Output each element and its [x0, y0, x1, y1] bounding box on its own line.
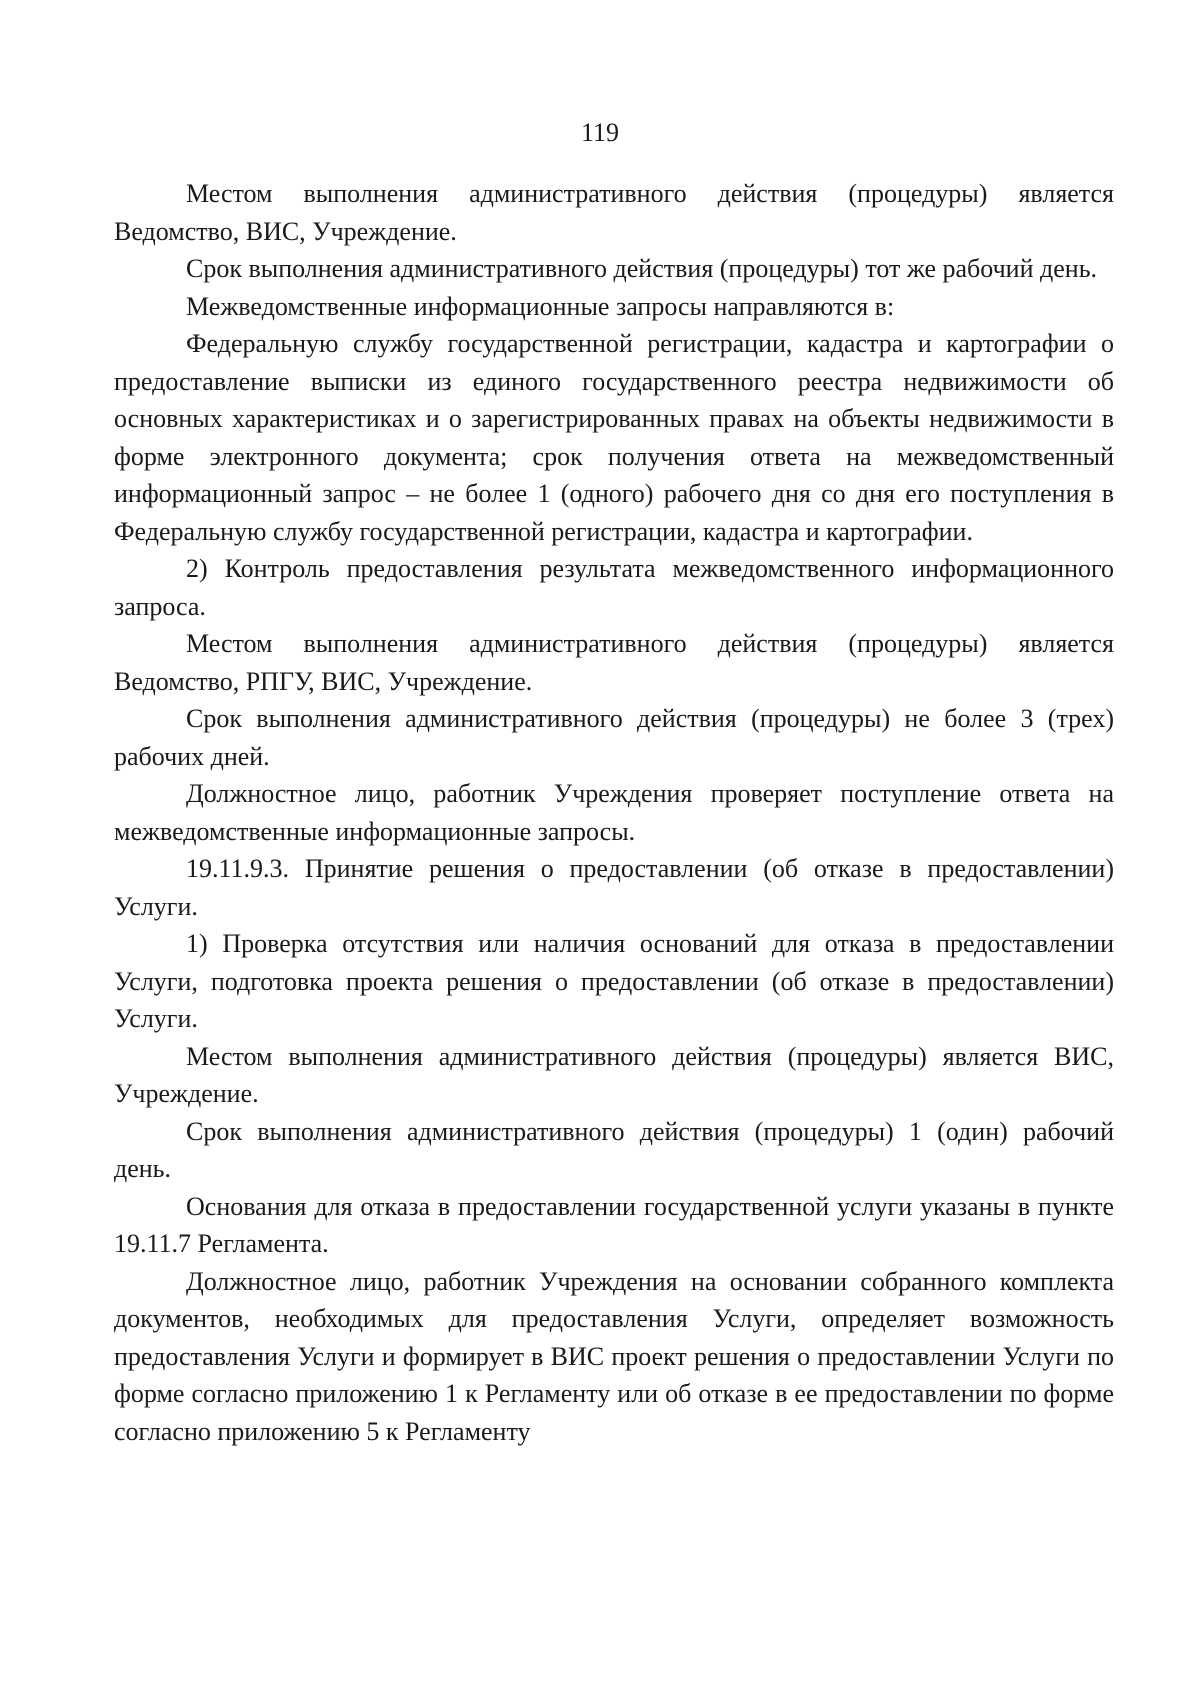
paragraph-grounds-for-refusal: Основания для отказа в предоставлении государственной услуги указаны в пункте 19.11.7 Регламента. — [114, 1191, 1114, 1258]
paragraph-term-1-day: Срок выполнения административного действия (процедуры) 1 (один) рабочий день. — [114, 1116, 1114, 1183]
paragraph-official-forms-draft: Должностное лицо, работник Учреждения на основании собранного комплекта документов, необходимых для предоставления Услуги, определяет возможность предоставления Услуги и формирует в ВИС проект решения о предоставлении Услуги по форме согласно приложению 1 к Регламенту или об отказе в ее предоставлении по форме согласно приложению 5 к Регламенту — [114, 1266, 1114, 1446]
paragraph-requests-sent-to: Межведомственные информационные запросы направляются в: — [186, 291, 895, 321]
paragraph-place-of-execution-1: Местом выполнения административного действия (процедуры) является Ведомство, ВИС, Учреждение. — [114, 179, 1114, 246]
paragraph-term-same-day: Срок выполнения административного действия (процедуры) тот же рабочий день. — [186, 254, 1098, 283]
paragraph-term-3-days: Срок выполнения административного действия (процедуры) не более 3 (трех) рабочих дней. — [114, 704, 1114, 771]
paragraph-control-of-result: 2) Контроль предоставления результата межведомственного информационного запроса. — [114, 554, 1114, 621]
page-number: 119 — [580, 118, 620, 147]
paragraph-check-grounds: 1) Проверка отсутствия или наличия оснований для отказа в предоставлении Услуги, подготовка проекта решения о предоставлении (об отказе в предоставлении) Услуги. — [114, 929, 1114, 1033]
paragraph-official-checks: Должностное лицо, работник Учреждения проверяет поступление ответа на межведомственные информационные запросы. — [114, 779, 1114, 846]
paragraph-section-19-11-9-3: 19.11.9.3. Принятие решения о предоставлении (об отказе в предоставлении) Услуги. — [114, 854, 1114, 921]
paragraph-place-of-execution-2: Местом выполнения административного действия (процедуры) является Ведомство, РПГУ, ВИС, Учреждение. — [114, 629, 1114, 696]
document-body — [114, 175, 1114, 1450]
paragraph-rosreestr-request: Федеральную службу государственной регистрации, кадастра и картографии о предоставление выписки из единого государственного реестра недвижимости об основных характеристиках и о зарегистрированных правах на объекты недвижимости в форме электронного документа; срок получения ответа на межведомственный информационный запрос – не более 1 (одного) рабочего дня со дня его поступления в Федеральную службу государственной регистрации, кадастра и картографии. — [114, 329, 1114, 546]
paragraph-place-of-execution-3: Местом выполнения административного действия (процедуры) является ВИС, Учреждение. — [114, 1041, 1114, 1108]
